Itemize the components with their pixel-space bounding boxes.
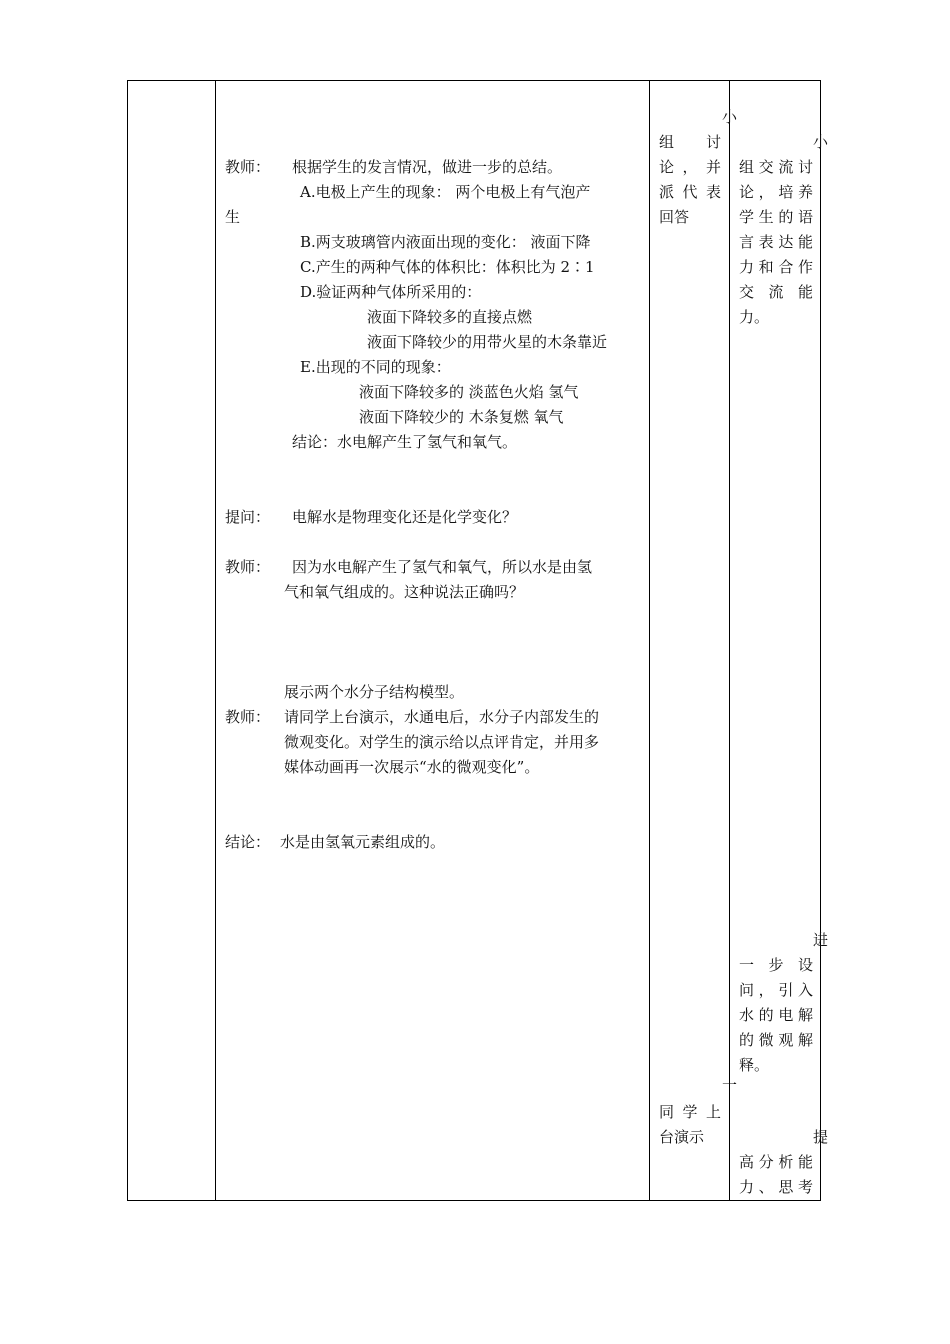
teacher-question-line1: 因为水电解产生了氢气和氧气，所以水是由氢 (292, 558, 593, 576)
demo-line2: 微观变化。对学生的演示给以点评肯定，并用多 (284, 733, 600, 751)
conclusion-elements: 水是由氢氧元素组成的。 (280, 833, 446, 851)
conclusion-hydrogen-oxygen: 结论：水电解产生了氢气和氧气。 (292, 433, 518, 451)
intent-2-head: 进 (813, 931, 829, 949)
summary-intro: 根据学生的发言情况，做进一步的总结。 (292, 158, 563, 176)
intent-2-line4: 的微观解 (739, 1031, 813, 1049)
demo-line3: 媒体动画再一次展示“水的微观变化”。 (284, 758, 540, 776)
point-a-line1: A.电极上产生的现象： 两个电极上有气泡产 (300, 183, 591, 201)
point-c: C.产生的两种气体的体积比：体积比为 2∶1 (300, 258, 595, 276)
intent-2-line2: 问，引入 (739, 981, 813, 999)
intent-2-line3: 水的电解 (739, 1006, 813, 1024)
student-2-line2: 台演示 (659, 1128, 705, 1146)
intent-1-line4: 言表达能 (739, 233, 813, 251)
intent-2-line5: 释。 (739, 1056, 770, 1074)
point-d-sub1: 液面下降较多的直接点燃 (367, 308, 533, 326)
point-b: B.两支玻璃管内液面出现的变化： 液面下降 (300, 233, 591, 251)
teacher-label-3: 教师： (225, 708, 271, 726)
column-divider-1 (215, 80, 216, 1201)
intent-1-head: 小 (813, 133, 829, 151)
point-e-sub1: 液面下降较多的 淡蓝色火焰 氢气 (359, 383, 579, 401)
point-d: D.验证两种气体所采用的： (300, 283, 482, 301)
model-display: 展示两个水分子结构模型。 (284, 683, 465, 701)
table-left-border (127, 80, 128, 1201)
intent-1-line3: 学生的语 (739, 208, 813, 226)
intent-2-line1: 一步设 (739, 956, 813, 974)
table-right-border (820, 80, 821, 1201)
intent-1-line7: 力。 (739, 308, 770, 326)
question-label: 提问： (225, 508, 271, 526)
student-1-line3: 派代表 (659, 183, 721, 201)
demo-line1: 请同学上台演示，水通电后，水分子内部发生的 (284, 708, 600, 726)
point-e-sub2: 液面下降较少的 木条复燃 氧气 (359, 408, 564, 426)
student-2-line1: 同学上 (659, 1103, 721, 1121)
column-divider-2 (649, 80, 650, 1201)
student-1-line1: 组讨 (659, 133, 721, 151)
intent-1-line6: 交流能 (739, 283, 813, 301)
intent-1-line1: 组交流讨 (739, 158, 813, 176)
teacher-label-1: 教师： (225, 158, 271, 176)
table-bottom-border (127, 1200, 821, 1201)
intent-3-line2: 力、思考 (739, 1178, 813, 1196)
point-a-line2: 生 (225, 208, 241, 226)
intent-3-line1: 高分析能 (739, 1153, 813, 1171)
student-2-head: 一 (722, 1076, 738, 1094)
question-text: 电解水是物理变化还是化学变化？ (292, 508, 518, 526)
column-divider-3 (729, 80, 730, 1201)
intent-1-line5: 力和合作 (739, 258, 813, 276)
intent-1-line2: 论，培养 (739, 183, 813, 201)
student-1-head: 小 (722, 108, 738, 126)
intent-3-head: 提 (813, 1128, 829, 1146)
point-e: E.出现的不同的现象： (300, 358, 451, 376)
student-1-line4: 回答 (659, 208, 690, 226)
teacher-question-line2: 气和氧气组成的。这种说法正确吗？ (284, 583, 525, 601)
table-top-border (127, 80, 821, 81)
student-1-line2: 论，并 (659, 158, 721, 176)
teacher-label-2: 教师： (225, 558, 271, 576)
conclusion-label: 结论： (225, 833, 271, 851)
point-d-sub2: 液面下降较少的用带火星的木条靠近 (367, 333, 608, 351)
